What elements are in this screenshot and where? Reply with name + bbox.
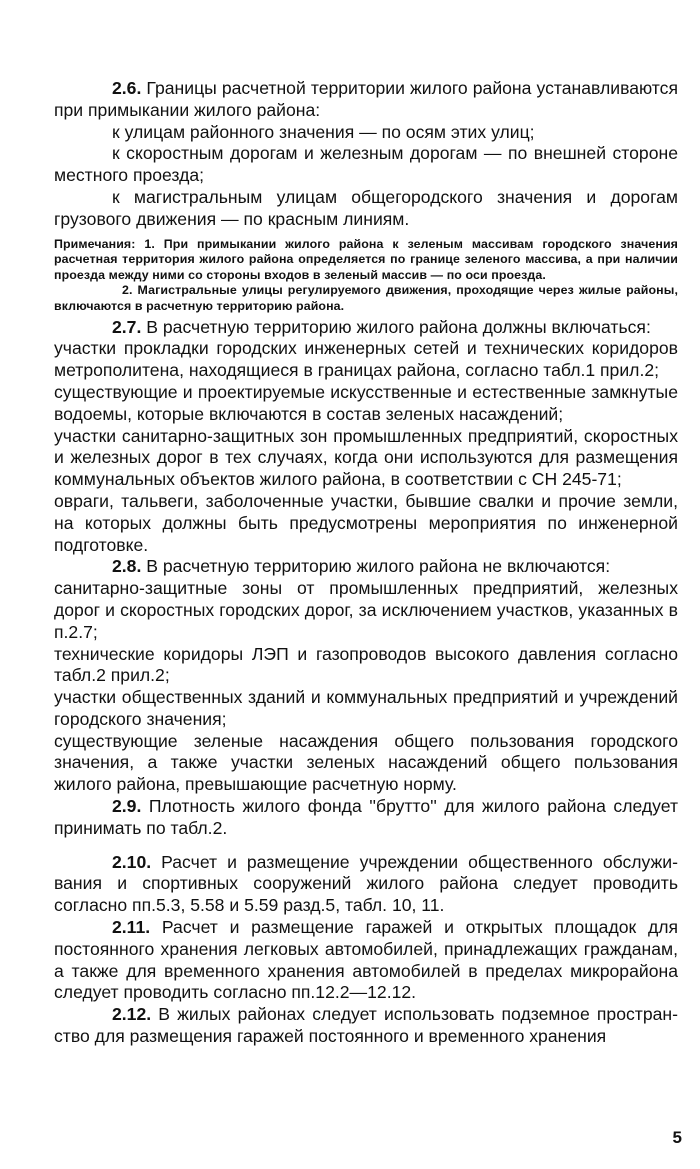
list-item: овраги, тальвеги, заболоченные участки, бывшие свалки и прочие земли, на которых должны быть предусмотрены мероприятия по инженерной подготовке.: [54, 490, 678, 555]
list-item: санитарно-защитные зоны от промышленных предприятий, железных дорог и скоростных городских дорог, за исключением участков, указанных в п.2.7;: [54, 578, 678, 642]
paragraph-text: В жилых районах следует использовать подземное пространство для размещения гаражей постоянного и временного хранения: [54, 1004, 678, 1047]
list-item: технические коридоры ЛЭП и газопроводов высокого давления согласно табл.2 прил.2;: [54, 643, 678, 686]
list-item: существующие зеленые насаждения общего пользования городского значения, а также участки зеленых насаждений общего пользования жилого района, превышающие расчетную норму.: [54, 730, 678, 795]
paragraph-text: Расчет и размещение учреждении общественного обслуживания и спортивных сооружений жилого района следует проводить согласно пп.5.3, 5.58 и 5.59 разд.5, табл. 10, 11.: [54, 851, 678, 916]
list-item: участки общественных зданий и коммунальных предприятий и учреждений городского значения;: [54, 687, 678, 729]
section-number: 2.10.: [112, 851, 152, 872]
list-item: участки прокладки городских инженерных сетей и технических коридоров метрополитена, находящиеся в границах района, согласно табл.1 прил.2;: [54, 338, 678, 381]
section-number: 2.8.: [112, 556, 142, 577]
note-1: [54, 237, 678, 284]
list-item: к магистральным улицам общегородского значения и дорогам грузового движения — по красным линиям.: [54, 186, 678, 229]
section-number: 2.9.: [112, 796, 142, 817]
section-2-12: [54, 1004, 678, 1048]
section-number: 2.7.: [112, 316, 142, 337]
note-text: 1. При примыкании жилого района к зеленым массивам городского значения расчетная территория жилого района определяется по границе зеленого массива, а при наличии проезда между ними со стороны входов в зеленый массив — по оси проезда.: [54, 236, 678, 282]
section-2-10: [54, 852, 678, 917]
section-2-11: [54, 917, 678, 1004]
list-item: к улицам районного значения — по осям этих улиц;: [112, 121, 535, 142]
document-page: [54, 78, 678, 1048]
section-2-8: [54, 556, 678, 578]
section-2-6: [54, 78, 678, 122]
page-number: 5: [672, 1128, 682, 1147]
notes-label: Примечания:: [54, 236, 136, 251]
paragraph-text: В расчетную территорию жилого района должны включаться:: [141, 316, 651, 337]
section-number: 2.6.: [112, 78, 142, 98]
list-item: к скоростным дорогам и железным дорогам — по внешней стороне местного проезда;: [54, 143, 678, 186]
list-item: участки санитарно-защитных зон промышленных предприятий, скоростных и железных дорог в тех случаях, когда они используются для размещения коммунальных объектов жилого района, в соответствии с СН 245-71;: [54, 425, 678, 490]
paragraph-text: В расчетную территорию жилого района не включаются:: [141, 556, 611, 577]
section-2-9: [54, 796, 678, 840]
list-item: существующие и проектируемые искусственные и естественные замкнутые водоемы, которые включаются в состав зеленых насаждений;: [54, 381, 678, 424]
paragraph-text: Плотность жилого фонда ''брутто'' для жилого района следует принимать по табл.2.: [54, 796, 678, 838]
paragraph-text: Расчет и размещение гаражей и открытых площадок для постоянного хранения легковых автомобилей, принадлежащих гражданам, а также для временного хранения автомобилей в пределах микрорайона следует проводить согласно пп.12.2—12.12.: [54, 917, 678, 1003]
section-number: 2.11.: [112, 917, 151, 938]
section-2-7: [54, 317, 678, 339]
section-number: 2.12.: [112, 1004, 152, 1025]
note-2: 2. Магистральные улицы регулируемого движения, проходящие через жилые районы, включаются в расчетную территорию района.: [54, 283, 678, 313]
paragraph-text: Границы расчетной территории жилого района устанавливаются при примыкании жилого района:: [54, 78, 678, 120]
